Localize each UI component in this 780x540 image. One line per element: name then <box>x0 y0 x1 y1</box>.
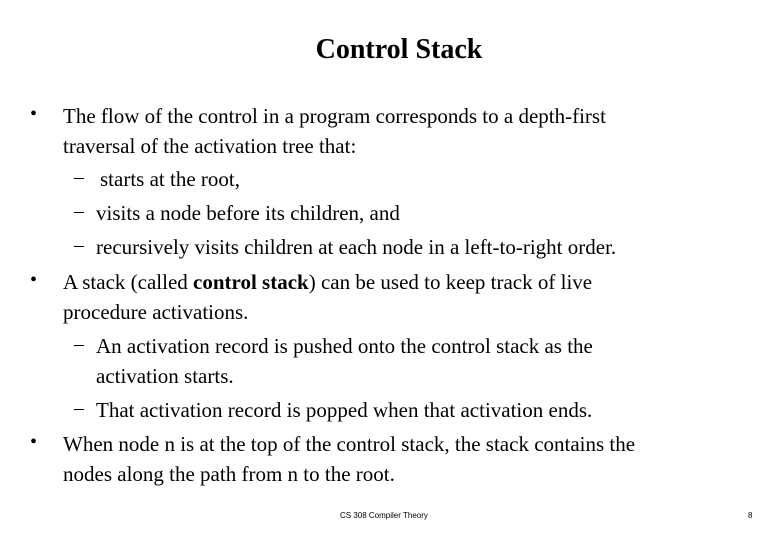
footer-page-number: 8 <box>748 511 753 520</box>
sub-bullet-2-1-line-2: activation starts. <box>96 364 234 388</box>
bullet-1-line-1: The flow of the control in a program corresponds to a depth-first <box>63 104 606 128</box>
dash-marker: – <box>74 166 84 188</box>
sub-bullet-1-2: visits a node before its children, and <box>96 201 400 225</box>
bullet-2-bold-term: control stack <box>193 270 309 294</box>
dash-marker: – <box>74 397 84 419</box>
bullet-marker: • <box>30 431 38 453</box>
bullet-marker: • <box>30 103 38 125</box>
footer-course: CS 308 Compiler Theory <box>340 511 428 520</box>
sub-bullet-1-3: recursively visits children at each node in a left-to-right order. <box>96 235 617 259</box>
bullet-marker: • <box>30 269 38 291</box>
sub-bullet-1-1: starts at the root, <box>100 167 240 191</box>
bullet-2-line-1 <box>63 269 592 295</box>
sub-bullet-2-1-line-1: An activation record is pushed onto the control stack as the <box>96 334 593 358</box>
dash-marker: – <box>74 234 84 256</box>
slide-title: Control Stack <box>315 34 483 65</box>
bullet-3-line-2: nodes along the path from n to the root. <box>63 462 395 486</box>
bullet-2-text-pre: A stack (called <box>63 270 194 294</box>
sub-bullet-2-2: That activation record is popped when that activation ends. <box>96 398 593 422</box>
dash-marker: – <box>74 200 84 222</box>
bullet-2-text-post: ) can be used to keep track of live <box>308 270 593 294</box>
bullet-3-line-1: When node n is at the top of the control stack, the stack contains the <box>63 432 636 456</box>
bullet-1-line-2: traversal of the activation tree that: <box>63 134 357 158</box>
dash-marker: – <box>74 333 84 355</box>
bullet-2-line-2: procedure activations. <box>63 300 249 324</box>
